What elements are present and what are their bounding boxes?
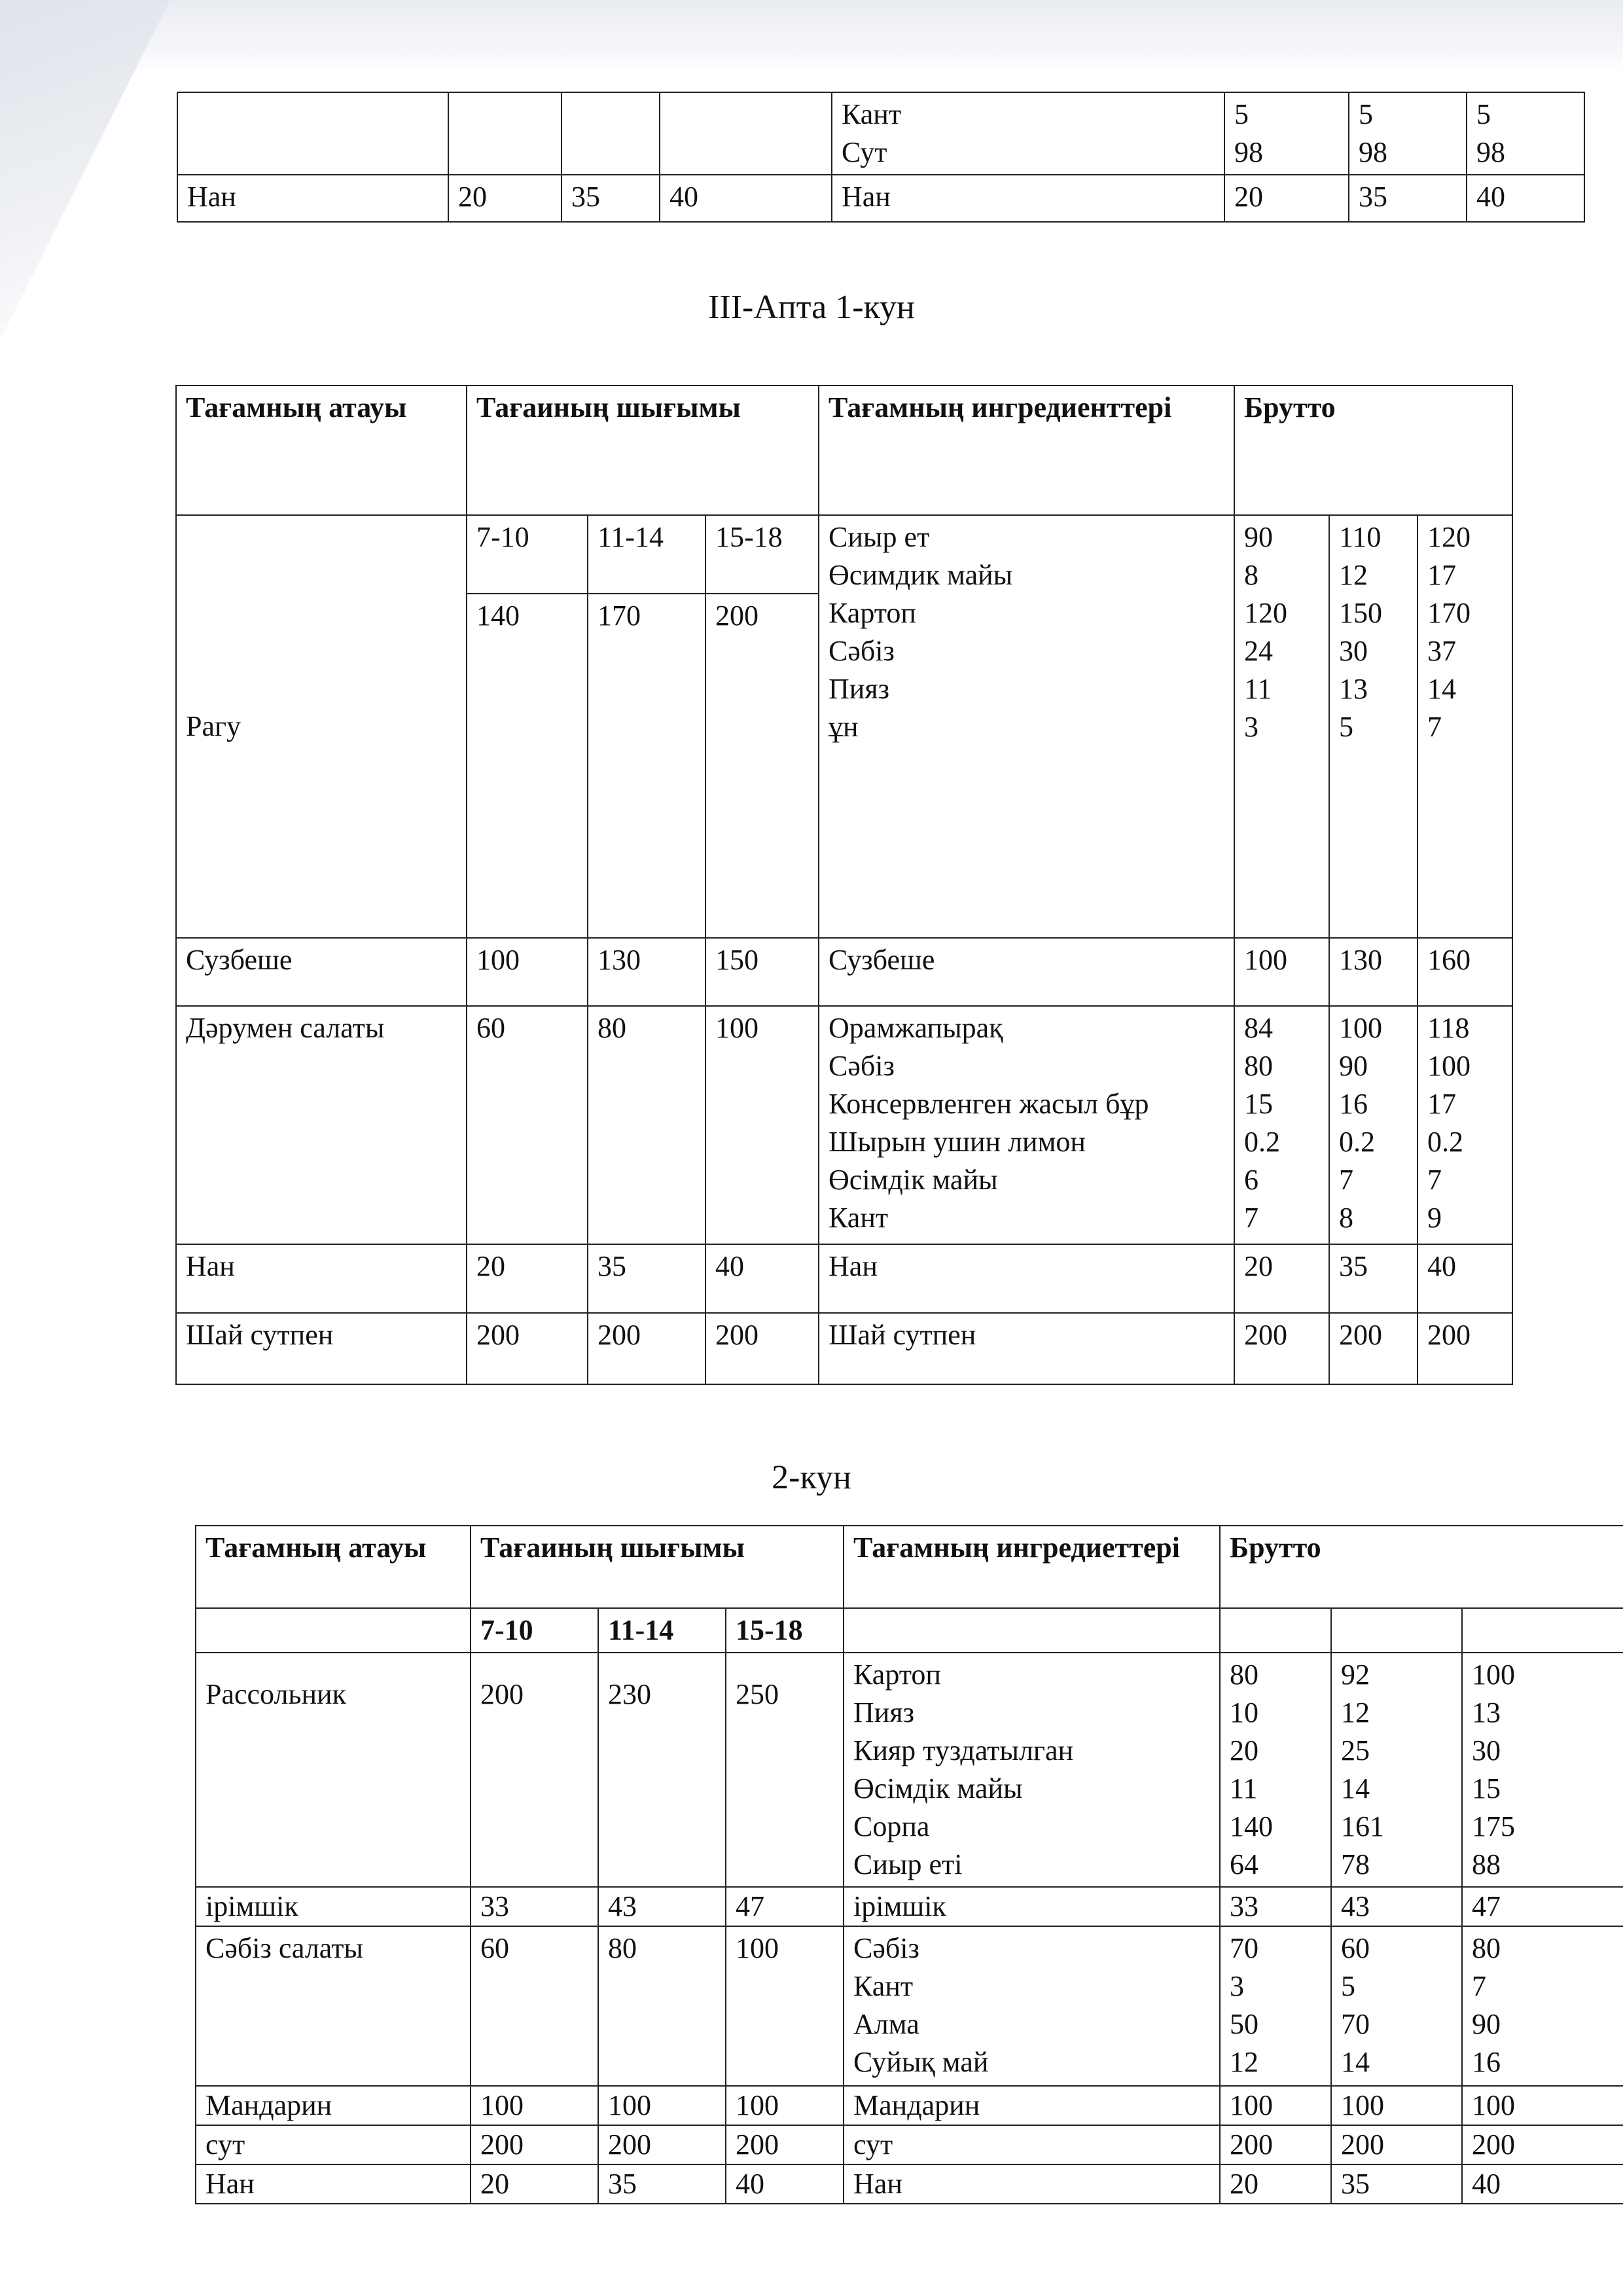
output-cell: 200 — [705, 1313, 819, 1384]
dish-name-header: Тағамның атауы — [176, 386, 467, 515]
brutto-header: Брутто — [1220, 1526, 1623, 1608]
output-cell: 200 — [467, 1313, 588, 1384]
table-row — [196, 2125, 1623, 2164]
brutto-cell: 5 98 — [1224, 92, 1349, 175]
ingredients-cell: Нан — [844, 2164, 1220, 2204]
brutto-cell: 200 — [1331, 2125, 1462, 2164]
brutto-cell: 100 — [1234, 938, 1329, 1006]
brutto-cell: 100 90 16 0.2 7 8 — [1329, 1006, 1418, 1244]
week3-day1-heading: III-Апта 1-кун — [708, 289, 915, 326]
brutto-cell: 35 — [1329, 1244, 1418, 1313]
brutto-cell: 200 — [1329, 1313, 1418, 1384]
day2-menu-table — [195, 1525, 1623, 2204]
dish-cell: Дәрумен салаты — [176, 1006, 467, 1244]
output-cell: 33 — [471, 1887, 598, 1926]
ingredients-cell: Сиыр ет Өсимдик майы Картоп Сәбіз Пияз ұн — [819, 515, 1234, 938]
brutto-cell: 100 — [1220, 2086, 1331, 2125]
dish-cell: Нан — [196, 2164, 471, 2204]
header-row — [196, 1526, 1623, 1608]
ingredients-cell: Сәбіз Кант Алма Суйық май — [844, 1926, 1220, 2086]
brutto-cell: 80 7 90 16 — [1462, 1926, 1623, 2086]
brutto-cell: 70 3 50 12 — [1220, 1926, 1331, 2086]
output-cell: 47 — [726, 1887, 844, 1926]
output-cell: 170 — [588, 594, 705, 938]
empty-cell — [1462, 1608, 1623, 1653]
dish-cell: Нан — [176, 1244, 467, 1313]
top-continuation-table — [177, 92, 1585, 223]
dish-cell: сут — [196, 2125, 471, 2164]
brutto-header: Брутто — [1234, 386, 1512, 515]
output-cell: 100 — [726, 1926, 844, 2086]
brutto-cell: 20 — [1234, 1244, 1329, 1313]
output-cell: 35 — [562, 175, 660, 222]
output-header: Тағаиның шығымы — [471, 1526, 844, 1608]
table-row — [196, 2086, 1623, 2125]
ingredients-cell: Шай сутпен — [819, 1313, 1234, 1384]
age-group-cell: 15-18 — [726, 1608, 844, 1653]
output-cell: 230 — [598, 1653, 726, 1887]
output-cell — [660, 92, 832, 175]
output-cell: 40 — [660, 175, 832, 222]
brutto-cell: 100 13 30 15 175 88 — [1462, 1653, 1623, 1887]
ingredients-cell: Сузбеше — [819, 938, 1234, 1006]
output-cell: 35 — [598, 2164, 726, 2204]
table-row — [196, 1887, 1623, 1926]
brutto-cell: 60 5 70 14 — [1331, 1926, 1462, 2086]
empty-cell — [196, 1608, 471, 1653]
output-cell: 200 — [598, 2125, 726, 2164]
output-cell: 200 — [705, 594, 819, 938]
output-cell: 200 — [588, 1313, 705, 1384]
brutto-cell: 130 — [1329, 938, 1418, 1006]
empty-cell — [844, 1608, 1220, 1653]
brutto-cell: 35 — [1349, 175, 1467, 222]
output-cell: 20 — [471, 2164, 598, 2204]
brutto-cell: 100 — [1331, 2086, 1462, 2125]
output-cell: 200 — [726, 2125, 844, 2164]
output-cell: 40 — [726, 2164, 844, 2204]
header-row — [176, 386, 1512, 515]
dish-cell — [177, 92, 448, 175]
dish-cell: Мандарин — [196, 2086, 471, 2125]
output-cell — [562, 92, 660, 175]
dish-cell: Сузбеше — [176, 938, 467, 1006]
brutto-cell: 160 — [1418, 938, 1512, 1006]
output-cell: 20 — [448, 175, 562, 222]
brutto-cell: 35 — [1331, 2164, 1462, 2204]
ingredients-header: Тағамның ингредиеттері — [844, 1526, 1220, 1608]
brutto-cell: 92 12 25 14 161 78 — [1331, 1653, 1462, 1887]
dish-cell: ірімшік — [196, 1887, 471, 1926]
ingredients-header: Тағамның ингредиенттері — [819, 386, 1234, 515]
ingredients-cell: Нан — [832, 175, 1224, 222]
brutto-cell: 20 — [1224, 175, 1349, 222]
table-row — [176, 1313, 1512, 1384]
age-group-cell: 11-14 — [588, 515, 705, 594]
table-row — [176, 938, 1512, 1006]
brutto-cell: 200 — [1462, 2125, 1623, 2164]
brutto-cell: 20 — [1220, 2164, 1331, 2204]
brutto-cell: 200 — [1418, 1313, 1512, 1384]
output-cell: 140 — [467, 594, 588, 938]
output-cell: 35 — [588, 1244, 705, 1313]
output-cell: 100 — [705, 1006, 819, 1244]
output-cell: 100 — [471, 2086, 598, 2125]
table-row — [196, 1653, 1623, 1887]
brutto-cell: 40 — [1467, 175, 1584, 222]
ingredients-cell: Орамжапырақ Сәбіз Консервленген жасыл бұр Шырын ушин лимон Өсімдік майы Кант — [819, 1006, 1234, 1244]
output-cell: 100 — [467, 938, 588, 1006]
output-cell: 150 — [705, 938, 819, 1006]
dish-name-header: Тағамның атауы — [196, 1526, 471, 1608]
table-row — [196, 1926, 1623, 2086]
dish-cell: Шай сутпен — [176, 1313, 467, 1384]
ingredients-cell: ірімшік — [844, 1887, 1220, 1926]
age-group-cell: 7-10 — [467, 515, 588, 594]
day2-heading: 2-кун — [772, 1459, 851, 1496]
age-group-cell: 7-10 — [471, 1608, 598, 1653]
table-row — [176, 1244, 1512, 1313]
table-row — [176, 1006, 1512, 1244]
ingredients-cell: Картоп Пияз Кияр туздатылган Өсімдік майы Сорпа Сиыр еті — [844, 1653, 1220, 1887]
output-header: Тағаиның шығымы — [467, 386, 819, 515]
output-cell: 250 — [726, 1653, 844, 1887]
dish-cell: Сәбіз салаты — [196, 1926, 471, 2086]
brutto-cell: 40 — [1462, 2164, 1623, 2204]
day1-menu-table — [175, 385, 1513, 1385]
empty-cell — [1331, 1608, 1462, 1653]
output-cell: 200 — [471, 1653, 598, 1887]
brutto-cell: 80 10 20 11 140 64 — [1220, 1653, 1331, 1887]
dish-cell: Рагу — [176, 515, 467, 938]
brutto-cell: 40 — [1418, 1244, 1512, 1313]
output-cell: 40 — [705, 1244, 819, 1313]
brutto-cell: 118 100 17 0.2 7 9 — [1418, 1006, 1512, 1244]
output-cell: 60 — [471, 1926, 598, 2086]
brutto-cell: 200 — [1234, 1313, 1329, 1384]
brutto-cell: 5 98 — [1349, 92, 1467, 175]
brutto-cell: 100 — [1462, 2086, 1623, 2125]
brutto-cell: 33 — [1220, 1887, 1331, 1926]
ingredients-cell: Нан — [819, 1244, 1234, 1313]
brutto-cell: 200 — [1220, 2125, 1331, 2164]
output-cell: 100 — [598, 2086, 726, 2125]
table-row — [177, 92, 1584, 175]
brutto-cell: 84 80 15 0.2 6 7 — [1234, 1006, 1329, 1244]
output-cell — [448, 92, 562, 175]
output-cell: 80 — [598, 1926, 726, 2086]
brutto-cell: 120 17 170 37 14 7 — [1418, 515, 1512, 938]
table-row — [177, 175, 1584, 222]
output-cell: 43 — [598, 1887, 726, 1926]
brutto-cell: 47 — [1462, 1887, 1623, 1926]
output-cell: 100 — [726, 2086, 844, 2125]
brutto-cell: 43 — [1331, 1887, 1462, 1926]
ingredients-cell: Мандарин — [844, 2086, 1220, 2125]
scan-top-shade — [0, 0, 1623, 72]
output-cell: 80 — [588, 1006, 705, 1244]
age-group-row — [196, 1608, 1623, 1653]
dish-cell: Нан — [177, 175, 448, 222]
age-group-cell: 11-14 — [598, 1608, 726, 1653]
table-row — [176, 515, 1512, 594]
age-group-cell: 15-18 — [705, 515, 819, 594]
output-cell: 130 — [588, 938, 705, 1006]
dish-cell: Рассольник — [196, 1653, 471, 1887]
output-cell: 200 — [471, 2125, 598, 2164]
output-cell: 20 — [467, 1244, 588, 1313]
output-cell: 60 — [467, 1006, 588, 1244]
brutto-cell: 110 12 150 30 13 5 — [1329, 515, 1418, 938]
brutto-cell: 5 98 — [1467, 92, 1584, 175]
empty-cell — [1220, 1608, 1331, 1653]
table-row — [196, 2164, 1623, 2204]
ingredients-cell: сут — [844, 2125, 1220, 2164]
ingredients-cell: Кант Сут — [832, 92, 1224, 175]
brutto-cell: 90 8 120 24 11 3 — [1234, 515, 1329, 938]
